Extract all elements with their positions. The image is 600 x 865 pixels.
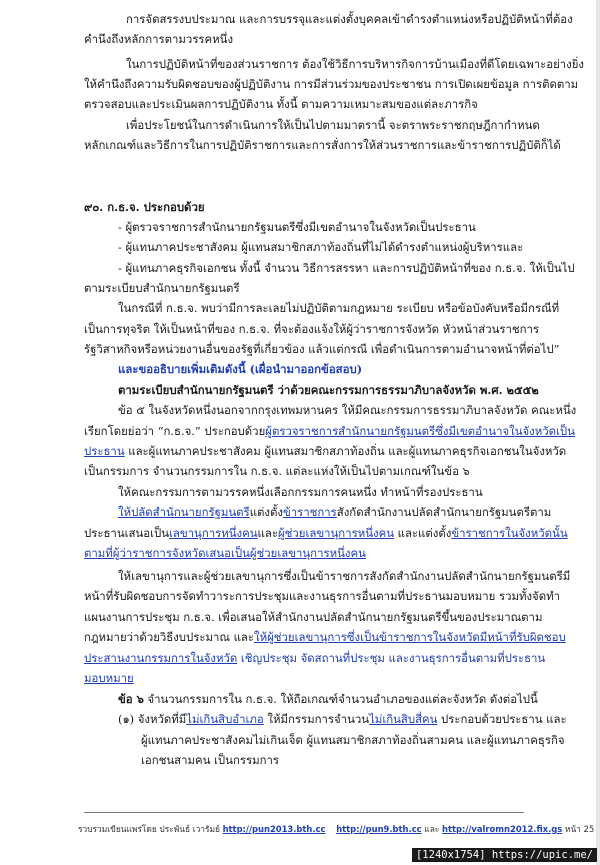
text-segment: ให้คณะกรรมการตามวรรคหนึ่งเลือกกรรมการคนหนึ่ง ทำหน้าที่รองประธาน [118,485,483,499]
text-line [118,403,576,418]
text-line [126,12,573,27]
underlined-emphasis: ข้าราชการในจังหวัดนั้น [451,526,568,540]
text-line [118,220,476,235]
text-segment: แต่งตั้ง [249,505,283,519]
text-segment: กฎหมายว่าด้วยวิธีงบประมาณ และ [84,630,255,644]
text-line [84,424,575,439]
footer-and: และ [424,824,440,834]
underlined-emphasis: ผู้ช่วยเลขานุการหนึ่งคน [277,526,394,540]
image-size-watermark: [1240x1754] https://upic.me/ [412,848,597,862]
text-segment: ข้อ ๖ [118,692,144,706]
text-line [141,733,565,748]
text-segment: ข้อ ๕ ในจังหวัดหนึ่งนอกจากกรุงเทพมหานคร ให้มีคณะกรรมการธรรมาภิบาลจังหวัด คณะหนึ่ง [118,403,577,417]
text-line [141,753,279,768]
text-segment: - ผู้ตรวจราชการสำนักนายกรัฐมนตรีซึ่งมีเขตอำนาจในจังหวัดเป็นประธาน [118,220,476,234]
underlined-emphasis: ตามที่ผู้ว่าราชการจังหวัดเสนอเป็นผู้ช่วยเลขานุการหนึ่งคน [84,546,366,560]
footer-link-valromn[interactable]: http://valromn2012.fix.gs [442,824,563,834]
footer-link-pun9[interactable]: http://pun9.bth.cc [336,824,422,834]
underlined-emphasis: ข้าราชการ [282,505,337,519]
underlined-emphasis: ประธาน [84,444,125,458]
text-segment: เป็นกรรมการ จำนวนกรรมการใน ก.ธ.จ. แต่ละแห่งให้เป็นไปตามเกณฑ์ในข้อ ๖ [84,464,470,478]
text-segment: หน้าที่รับผิดชอบการจัดทำวาระการประชุมและงานธุรการอื่นตามที่ประธานมอบหมาย รวมทั้งจัดทำ [84,589,561,603]
text-line [84,138,561,153]
underlined-emphasis: ให้ผู้ช่วยเลขานุการซึ่งเป็นข้าราชการในจังหวัดมีหน้าที่รับผิดชอบ [254,630,566,644]
text-segment: ผู้แทนภาคประชาสังคมไม่เกินเจ็ด ผู้แทนสมาชิกสภาท้องถิ่นสามคน และผู้แทนภาคธุรกิจ [141,733,565,747]
text-segment: ให้เลขานุการและผู้ช่วยเลขานุการซึ่งเป็นข้าราชการสังกัดสำนักงานปลัดสำนักนายกรัฐมนตรีมี [118,569,571,583]
text-line [84,97,478,112]
text-line [118,362,362,377]
underlined-emphasis: ไม่เกินสิบอำเภอ [186,712,264,726]
text-line [118,301,559,316]
text-line [84,630,566,645]
text-segment: ประธานเสนอเป็น [84,526,169,540]
page-number: หน้า 25 [564,824,595,834]
text-line [118,712,567,727]
text-line [84,610,542,625]
text-segment: และ [257,526,278,540]
footer-author: รวบรวมเขียนแพร่โดย ประพันธ์ เวารัมย์ [78,824,220,834]
underlined-emphasis: ประสานงานกรรมการในจังหวัด [84,651,238,665]
text-segment: เรียกโดยย่อว่า “ก.ธ.จ.” ประกอบด้วย [84,424,266,438]
text-line [84,342,559,357]
text-line [84,77,578,92]
text-segment: คำนึงถึงหลักการตามวรรคหนึ่ง [84,32,234,46]
page-footer [78,822,594,836]
text-line [84,444,566,459]
text-segment: (๑) จังหวัดที่มี [118,712,187,726]
text-segment: จำนวนกรรมการใน ก.ธ.จ. ให้ถือเกณฑ์จำนวนอำเภอของแต่ละจังหวัด ดังต่อไปนี้ [143,692,538,706]
text-segment: และผู้แทนภาคประชาสังคม ผู้แทนสมาชิกสภาท้องถิ่น และผู้แทนภาคธุรกิจเอกชนในจังหวัด [124,444,567,458]
text-segment: ให้คำนึงถึงความรับผิดชอบของผู้ปฏิบัติงาน การมีส่วนร่วมของประชาชน การเปิดเผยข้อมูล การติดตาม [84,77,579,91]
text-line [84,281,240,296]
text-line [118,240,523,255]
text-line [84,651,545,666]
text-line [84,546,366,561]
text-line [84,32,233,47]
underlined-emphasis: เชิญประชุม จัดสถานที่ประชุม และงานธุรการอื่นตามที่ประธาน [237,651,546,665]
text-line [118,692,538,707]
text-segment: ในการปฏิบัติหน้าที่ของส่วนราชการ ต้องใช้วิธีการบริหารกิจการบ้านเมืองที่ดีโดยเฉพาะอย่างยิ่ง [126,57,584,71]
text-line [84,464,470,479]
text-line [84,526,568,541]
footer-link-pun2013[interactable]: http://pun2013.bth.cc [222,824,326,834]
text-segment: - ผู้แทนภาคประชาสังคม ผู้แทนสมาชิกสภาท้องถิ่นที่ไม่ได้ดำรงตำแหน่งผู้บริหารและ [118,240,524,254]
text-segment: เอกชนสามคน เป็นกรรมการ [141,753,279,767]
text-segment: ๙๐. ก.ธ.จ. ประกอบด้วย [84,200,205,214]
text-segment: ตามระเบียบสำนักนายกรัฐมนตรี [84,281,240,295]
text-segment: เพื่อประโยชน์ในการดำเนินการให้เป็นไปตามมาตรานี้ จะตราพระราชกฤษฎีกากำหนด [126,118,540,132]
underlined-emphasis: และขออธิบายเพิ่มเติมดังนี้ (เผื่อนำมาออกข้อสอบ) [118,362,363,376]
text-segment: การจัดสรรงบประมาณ และการบรรจุและแต่งตั้งบุคคลเข้าดำรงตำแหน่งหรือปฏิบัติหน้าที่ต้อง [126,12,573,26]
underlined-emphasis: ไม่เกินสิบสี่คน [369,712,438,726]
underlined-emphasis: มอบหมาย [84,671,134,685]
text-segment: สังกัดสำนักงานปลัดสำนักนายกรัฐมนตรีตาม [336,505,552,519]
footer-divider [84,812,524,813]
text-line [126,118,540,133]
text-line [118,569,570,584]
underlined-emphasis: ให้ปลัดสำนักนายกรัฐมนตรี [118,505,250,519]
text-segment: หลักเกณฑ์และวิธีการในการปฏิบัติราชการและการสั่งการให้ส่วนราชการและข้าราชการปฏิบัติก็ได้ [84,138,561,152]
text-line [118,261,575,276]
text-segment: เป็นการทุจริต ให้เป็นหน้าที่ของ ก.ธ.จ. ที่จะต้องแจ้งให้ผู้ว่าราชการจังหวัด หัวหน้าส่วนราชการ [84,322,540,336]
text-line [126,57,584,72]
text-segment: - ผู้แทนภาคธุรกิจเอกชน ทั้งนี้ จำนวน วิธีการสรรหา และการปฏิบัติหน้าที่ของ ก.ธ.จ. ให้เป็นไป [118,261,575,275]
text-segment: ตามระเบียบสำนักนายกรัฐมนตรี ว่าด้วยคณะกรรมการธรรมาภิบาลจังหวัด พ.ศ. ๒๕๕๒ [118,383,539,397]
text-segment: ในกรณีที่ ก.ธ.จ. พบว่ามีการละเลยไม่ปฏิบัติตามกฎหมาย ระเบียบ หรือข้อบังคับหรือมีกรณีที่ [118,301,560,315]
page-edge [596,0,600,865]
text-line [84,671,134,686]
text-line [84,322,539,337]
text-segment: ให้มีกรรมการจำนวน [263,712,370,726]
text-segment: ประกอบด้วยประธาน และ [437,712,567,726]
text-line [118,383,539,398]
text-segment: แผนงานการประชุม ก.ธ.จ. เพื่อเสนอให้สำนักงานปลัดสำนักนายกรัฐมนตรีขึ้นของประมาณตาม [84,610,543,624]
text-segment: และแต่งตั้ง [393,526,452,540]
underlined-emphasis: ผู้ตรวจราชการสำนักนายกรัฐมนตรีซึ่งมีเขตอำนาจในจังหวัดเป็น [265,424,575,438]
text-line [84,200,205,215]
text-segment: ตรวจสอบและประเมินผลการปฏิบัติงาน ทั้งนี้ ตามความเหมาะสมของแต่ละภารกิจ [84,97,478,111]
text-line [118,505,551,520]
text-line [84,589,560,604]
text-line [118,485,483,500]
text-segment: รัฐวิสาหกิจหรือหน่วยงานอื่นของรัฐที่เกี่ยวข้อง แล้วแต่กรณี เพื่อดำเนินการตามอำนาจหน้าที่ต่อไป” [84,342,560,356]
underlined-emphasis: เลขานุการหนึ่งคน [169,526,258,540]
